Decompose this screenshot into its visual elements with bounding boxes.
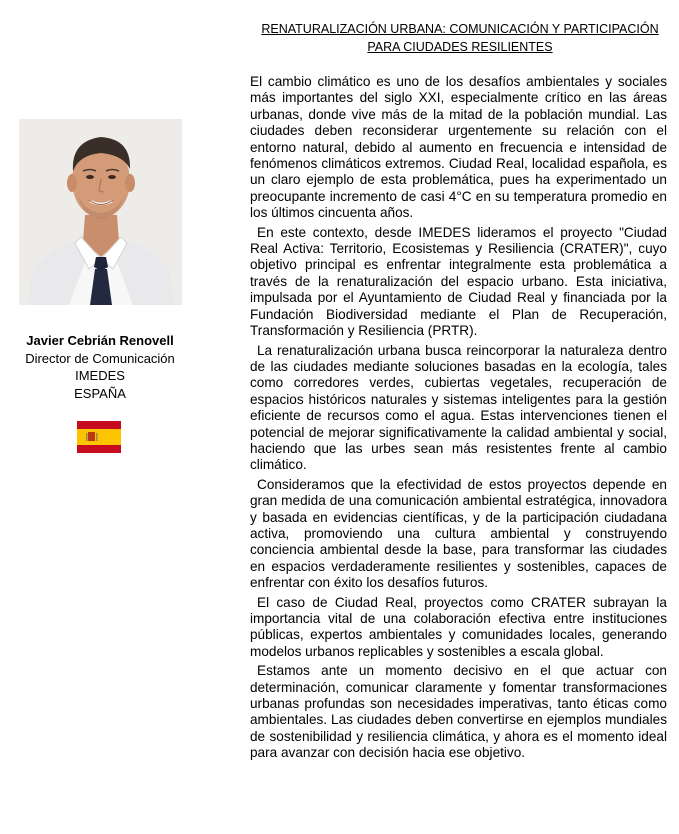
body-paragraph: La renaturalización urbana busca reincorporar la naturaleza dentro de las ciudades mediante soluciones basadas en la ecología, tales como corredores verdes, cubiertas vegetales, recuperación de espacios históricos naturales y sistemas inteligentes para la gestión eficiente de recursos como el agua. Estas intervenciones tienen el potencial de mejorar significativamente la calidad ambiental y social, haciendo que las urbes sean más resistentes frente al cambio climático.: [250, 342, 667, 473]
author-portrait-image: [19, 119, 182, 305]
article-title-line-1: RENATURALIZACIÓN URBANA: COMUNICACIÓN Y PARTICIPACIÓN: [261, 22, 659, 36]
body-paragraph: El cambio climático es uno de los desafíos ambientales y sociales más importantes del siglo XXI, especialmente crítico en las áreas urbanas, donde vive más de la mitad de la población mundial. Las ciudades deben reconsiderar urgentemente su relación con el entorno natural, debido al aumento en frecuencia e intensidad de fenómenos climáticos extremos. Ciudad Real, localidad española, es un claro ejemplo de esta problemática, pues ha experimentado un preocupante incremento de casi 4°C en su temperatura promedio en los últimos cincuenta años.: [250, 74, 667, 221]
article-title: [250, 20, 670, 56]
body-paragraph: Estamos ante un momento decisivo en el que actuar con determinación, comunicar claramente y fomentar transformaciones urbanas profundas son necesidades imperativas, tanto éticas como ambientales. Las ciudades deben convertirse en ejemplos mundiales de sostenibilidad y resiliencia climática, y ahora es el momento ideal para avanzar con decisión hacia ese objetivo.: [250, 663, 667, 761]
author-organization: IMEDES: [75, 368, 125, 383]
body-paragraph: El caso de Ciudad Real, proyectos como CRATER subrayan la importancia vital de una colaboración efectiva entre instituciones públicas, expertos ambientales y comunidades locales, generando modelos urbanos replicables y sostenibles a escala global.: [250, 594, 667, 659]
body-paragraph: En este contexto, desde IMEDES lideramos el proyecto "Ciudad Real Activa: Territorio, Ecosistemas y Resiliencia (CRATER)", cuyo objetivo principal es enfrentar integralmente esta problemática a través de la renaturalización del espacio urbano. Esta iniciativa, impulsada por el Ayuntamiento de Ciudad Real y financiada por la Fundación Biodiversidad mediante el Plan de Recuperación, Transformación y Resiliencia (PRTR).: [250, 224, 667, 339]
article-title-line-2: PARA CIUDADES RESILIENTES: [367, 40, 553, 54]
body-paragraph: Consideramos que la efectividad de estos proyectos depende en gran medida de una comunicación ambiental estratégica, innovadora y basada en evidencias científicas, y de la participación ciudadana activa, promoviendo una cultura ambiental y construyendo conciencia ambiental desde la base, para transformar las ciudades en espacios verdaderamente resilientes y sostenibles, capaces de enfrentar con éxito los desafíos futuros.: [250, 476, 667, 591]
author-role: Director de Comunicación: [25, 350, 175, 366]
author-country: ESPAÑA: [74, 385, 126, 401]
author-name: Javier Cebrián Renovell: [26, 333, 174, 348]
author-info: [0, 332, 200, 402]
author-photo: [19, 119, 182, 305]
article-body: [250, 74, 667, 765]
spain-flag-icon: [77, 421, 121, 453]
